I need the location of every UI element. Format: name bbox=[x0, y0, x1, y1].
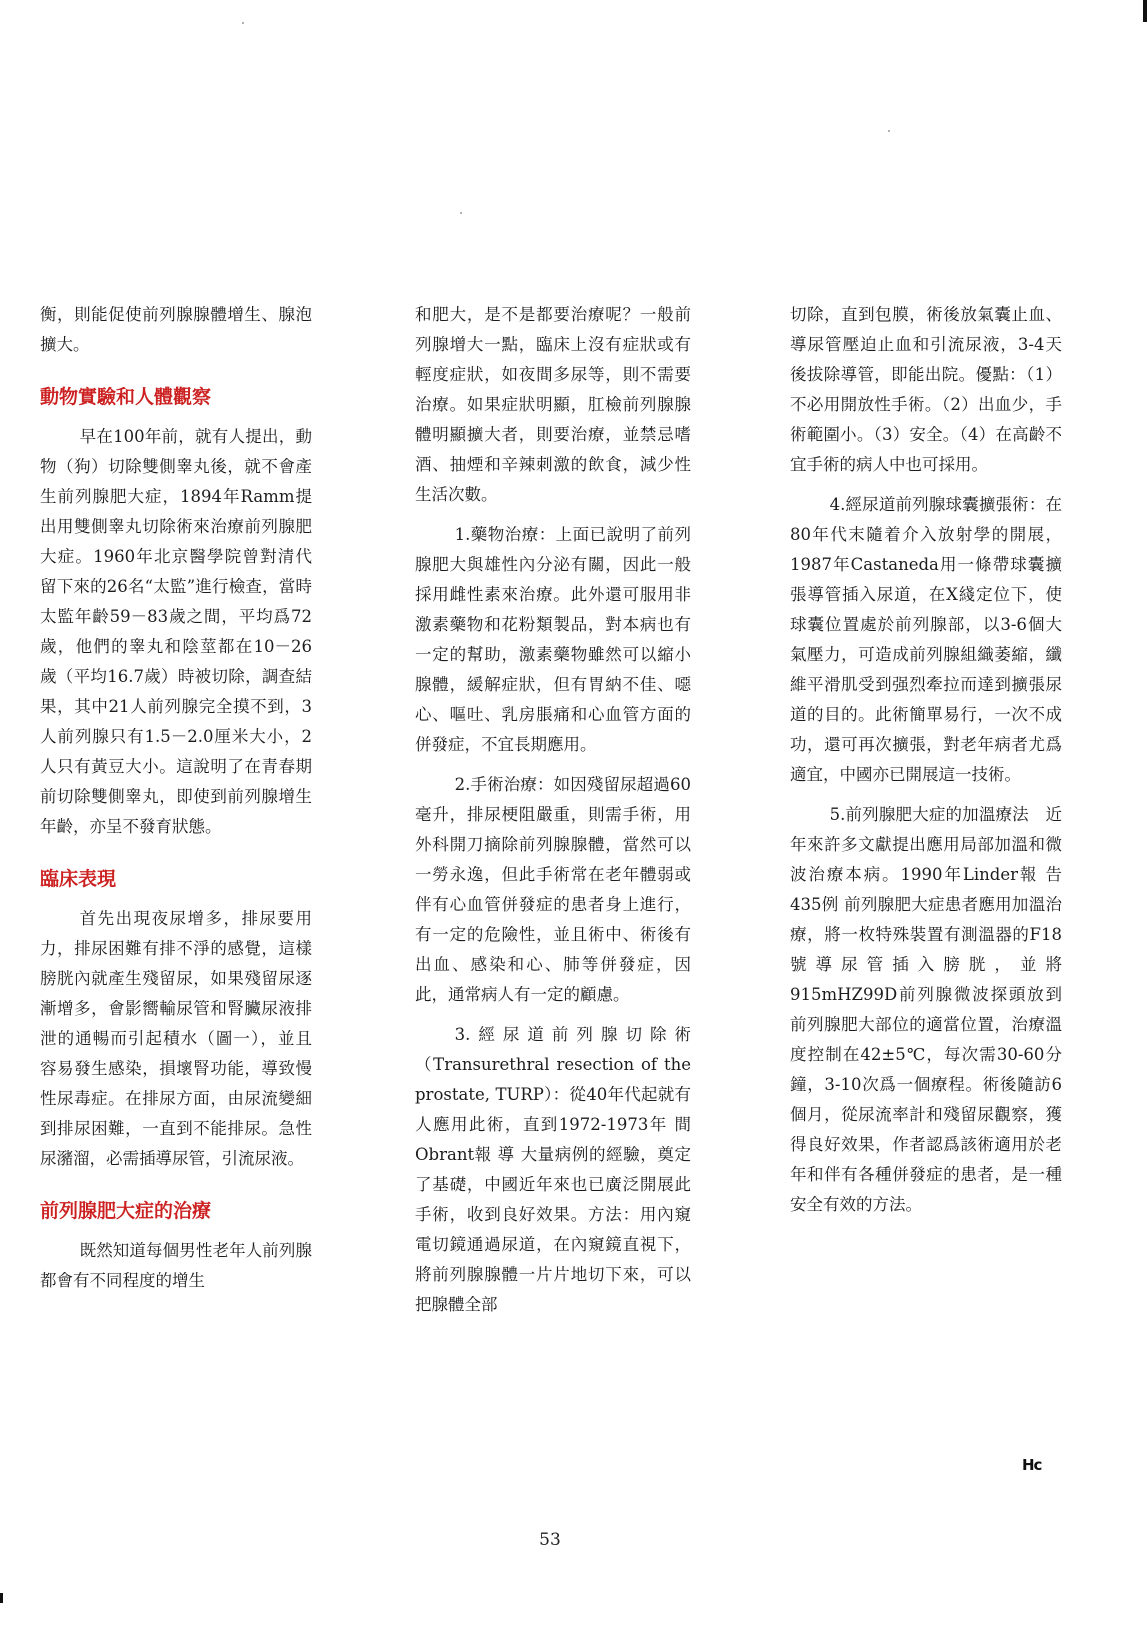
corner-crop-mark bbox=[1143, 0, 1147, 22]
paragraph: 切除，直到包膜，術後放氣囊止血、導尿管壓迫止血和引流尿液，3-4天後拔除導管，即能出院。優點：（1）不必用開放性手術。（2）出血少，手術範圍小。（3）安全。（4）在高齡不宜手術的病人中也可採用。 bbox=[790, 305, 1062, 474]
section-heading-treatment: 前列腺肥大症的治療 bbox=[40, 1200, 212, 1222]
paragraph: 早在100年前，就有人提出，動物（狗）切除雙側睾丸後，就不會產生前列腺肥大症，1894年Ramm提出用雙側睾丸切除術來治療前列腺肥大症。1960年北京醫學院曾對清代留下來的26名“太監”進行檢查，當時太監年齡59－83歲之間，平均爲72歲，他們的睾丸和陰莖都在10－26歲（平均16.7歲）時被切除，調查結果，其中21人前列腺完全摸不到，3人前列腺只有1.5－2.0厘米大小，2人只有黃豆大小。這說明了在青春期前切除雙側睾丸，即使到前列腺增生年齡，亦呈不發育狀態。 bbox=[40, 427, 312, 836]
paragraph-turp: 3.經尿道前列腺切除術（Transurethral resection of the prostate, TURP）：從40年代起就有人應用此術，直到1972-1973年 間Obrant報 導 大量病例的經驗，奠定了基礎，中國近年來也已廣泛開展此手術，收到良好效果。方法：用內窺電切鏡通過尿道，在內窺鏡直視下，將前列腺腺體一片片地切下來，可以把腺體全部 bbox=[415, 1025, 691, 1314]
scan-speck bbox=[460, 212, 462, 214]
corner-crop-mark-bottom bbox=[0, 1593, 3, 1603]
page-number: 53 bbox=[539, 1530, 561, 1550]
paragraph-balloon-dilation: 4.經尿道前列腺球囊擴張術：在80年代末隨着介入放射學的開展，1987年Castaneda用一條帶球囊擴張導管插入尿道，在X綫定位下，使球囊位置處於前列腺部，以3-6個大氣壓力，可造成前列腺組織萎縮，纖維平滑肌受到强烈牽拉而達到擴張尿道的目的。此術簡單易行，一次不成功，還可再次擴張，對老年病者尤爲適宜，中國亦已開展這一技術。 bbox=[790, 495, 1062, 784]
paragraph-drug-treatment: 1.藥物治療：上面已說明了前列腺肥大與雄性內分泌有關，因此一般採用雌性素來治療。此外還可服用非激素藥物和花粉類製品，對本病也有一定的幫助，激素藥物雖然可以縮小腺體，緩解症狀，但有胃納不佳、噁心、嘔吐、乳房脹痛和心血管方面的併發症，不宜長期應用。 bbox=[415, 525, 691, 754]
paragraph: 首先出現夜尿增多，排尿要用力，排尿困難有排不淨的感覺，這樣膀胱內就產生殘留尿，如果殘留尿逐漸增多，會影嚮輸尿管和腎臟尿液排泄的通暢而引起積水（圖一），並且容易發生感染，損壞腎功能，導致慢性尿毒症。在排尿方面，由尿流變細到排尿困難，一直到不能排尿。急性尿瀦溜，必需插導尿管，引流尿液。 bbox=[40, 909, 312, 1168]
scan-speck bbox=[888, 130, 890, 132]
section-heading-clinical-manifestation: 臨床表現 bbox=[40, 868, 117, 890]
paragraph: 和肥大，是不是都要治療呢？一般前列腺增大一點，臨床上沒有症狀或有輕度症狀，如夜間多尿等，則不需要治療。如果症狀明顯，肛檢前列腺腺體明顯擴大者，則要治療，並禁忌嗜酒、抽煙和辛辣刺激的飲食，減少性生活次數。 bbox=[415, 305, 691, 504]
paragraph-surgical-treatment: 2.手術治療：如因殘留尿超過60毫升，排尿梗阻嚴重，則需手術，用外科開刀摘除前列腺腺體，當然可以一勞永逸，但此手術常在老年體弱或伴有心血管併發症的患者身上進行，有一定的危險性，並且術中、術後有出血、感染和心、肺等併發症，因此，通常病人有一定的顧慮。 bbox=[415, 775, 691, 1004]
scan-speck bbox=[242, 22, 244, 24]
paragraph: 既然知道每個男性老年人前列腺都會有不同程度的增生 bbox=[40, 1241, 312, 1290]
paragraph: 衡，則能促使前列腺腺體增生、腺泡擴大。 bbox=[40, 305, 312, 354]
text-column-right bbox=[790, 300, 1062, 1220]
text-column-left bbox=[40, 300, 312, 1296]
section-heading-animal-experiments: 動物實驗和人體觀察 bbox=[40, 386, 212, 408]
paragraph-thermotherapy: 5.前列腺肥大症的加溫療法 近年來許多文獻提出應用局部加溫和微波治療本病。1990年Linder報 告435例 前列腺肥大症患者應用加溫治療，將一枚特殊裝置有測溫器的F18號導尿管插入膀胱，並將915mHZ99D前列腺微波探頭放到前列腺肥大部位的適當位置，治療溫度控制在42±5℃，每次需30-60分鐘，3-10次爲一個療程。術後隨訪6個月，從尿流率計和殘留尿觀察，獲得良好效果，作者認爲該術適用於老年和伴有各種併發症的患者，是一種安全有效的方法。 bbox=[790, 805, 1062, 1214]
text-column-middle bbox=[415, 300, 691, 1320]
hc-logo: Hc bbox=[1022, 1456, 1042, 1474]
